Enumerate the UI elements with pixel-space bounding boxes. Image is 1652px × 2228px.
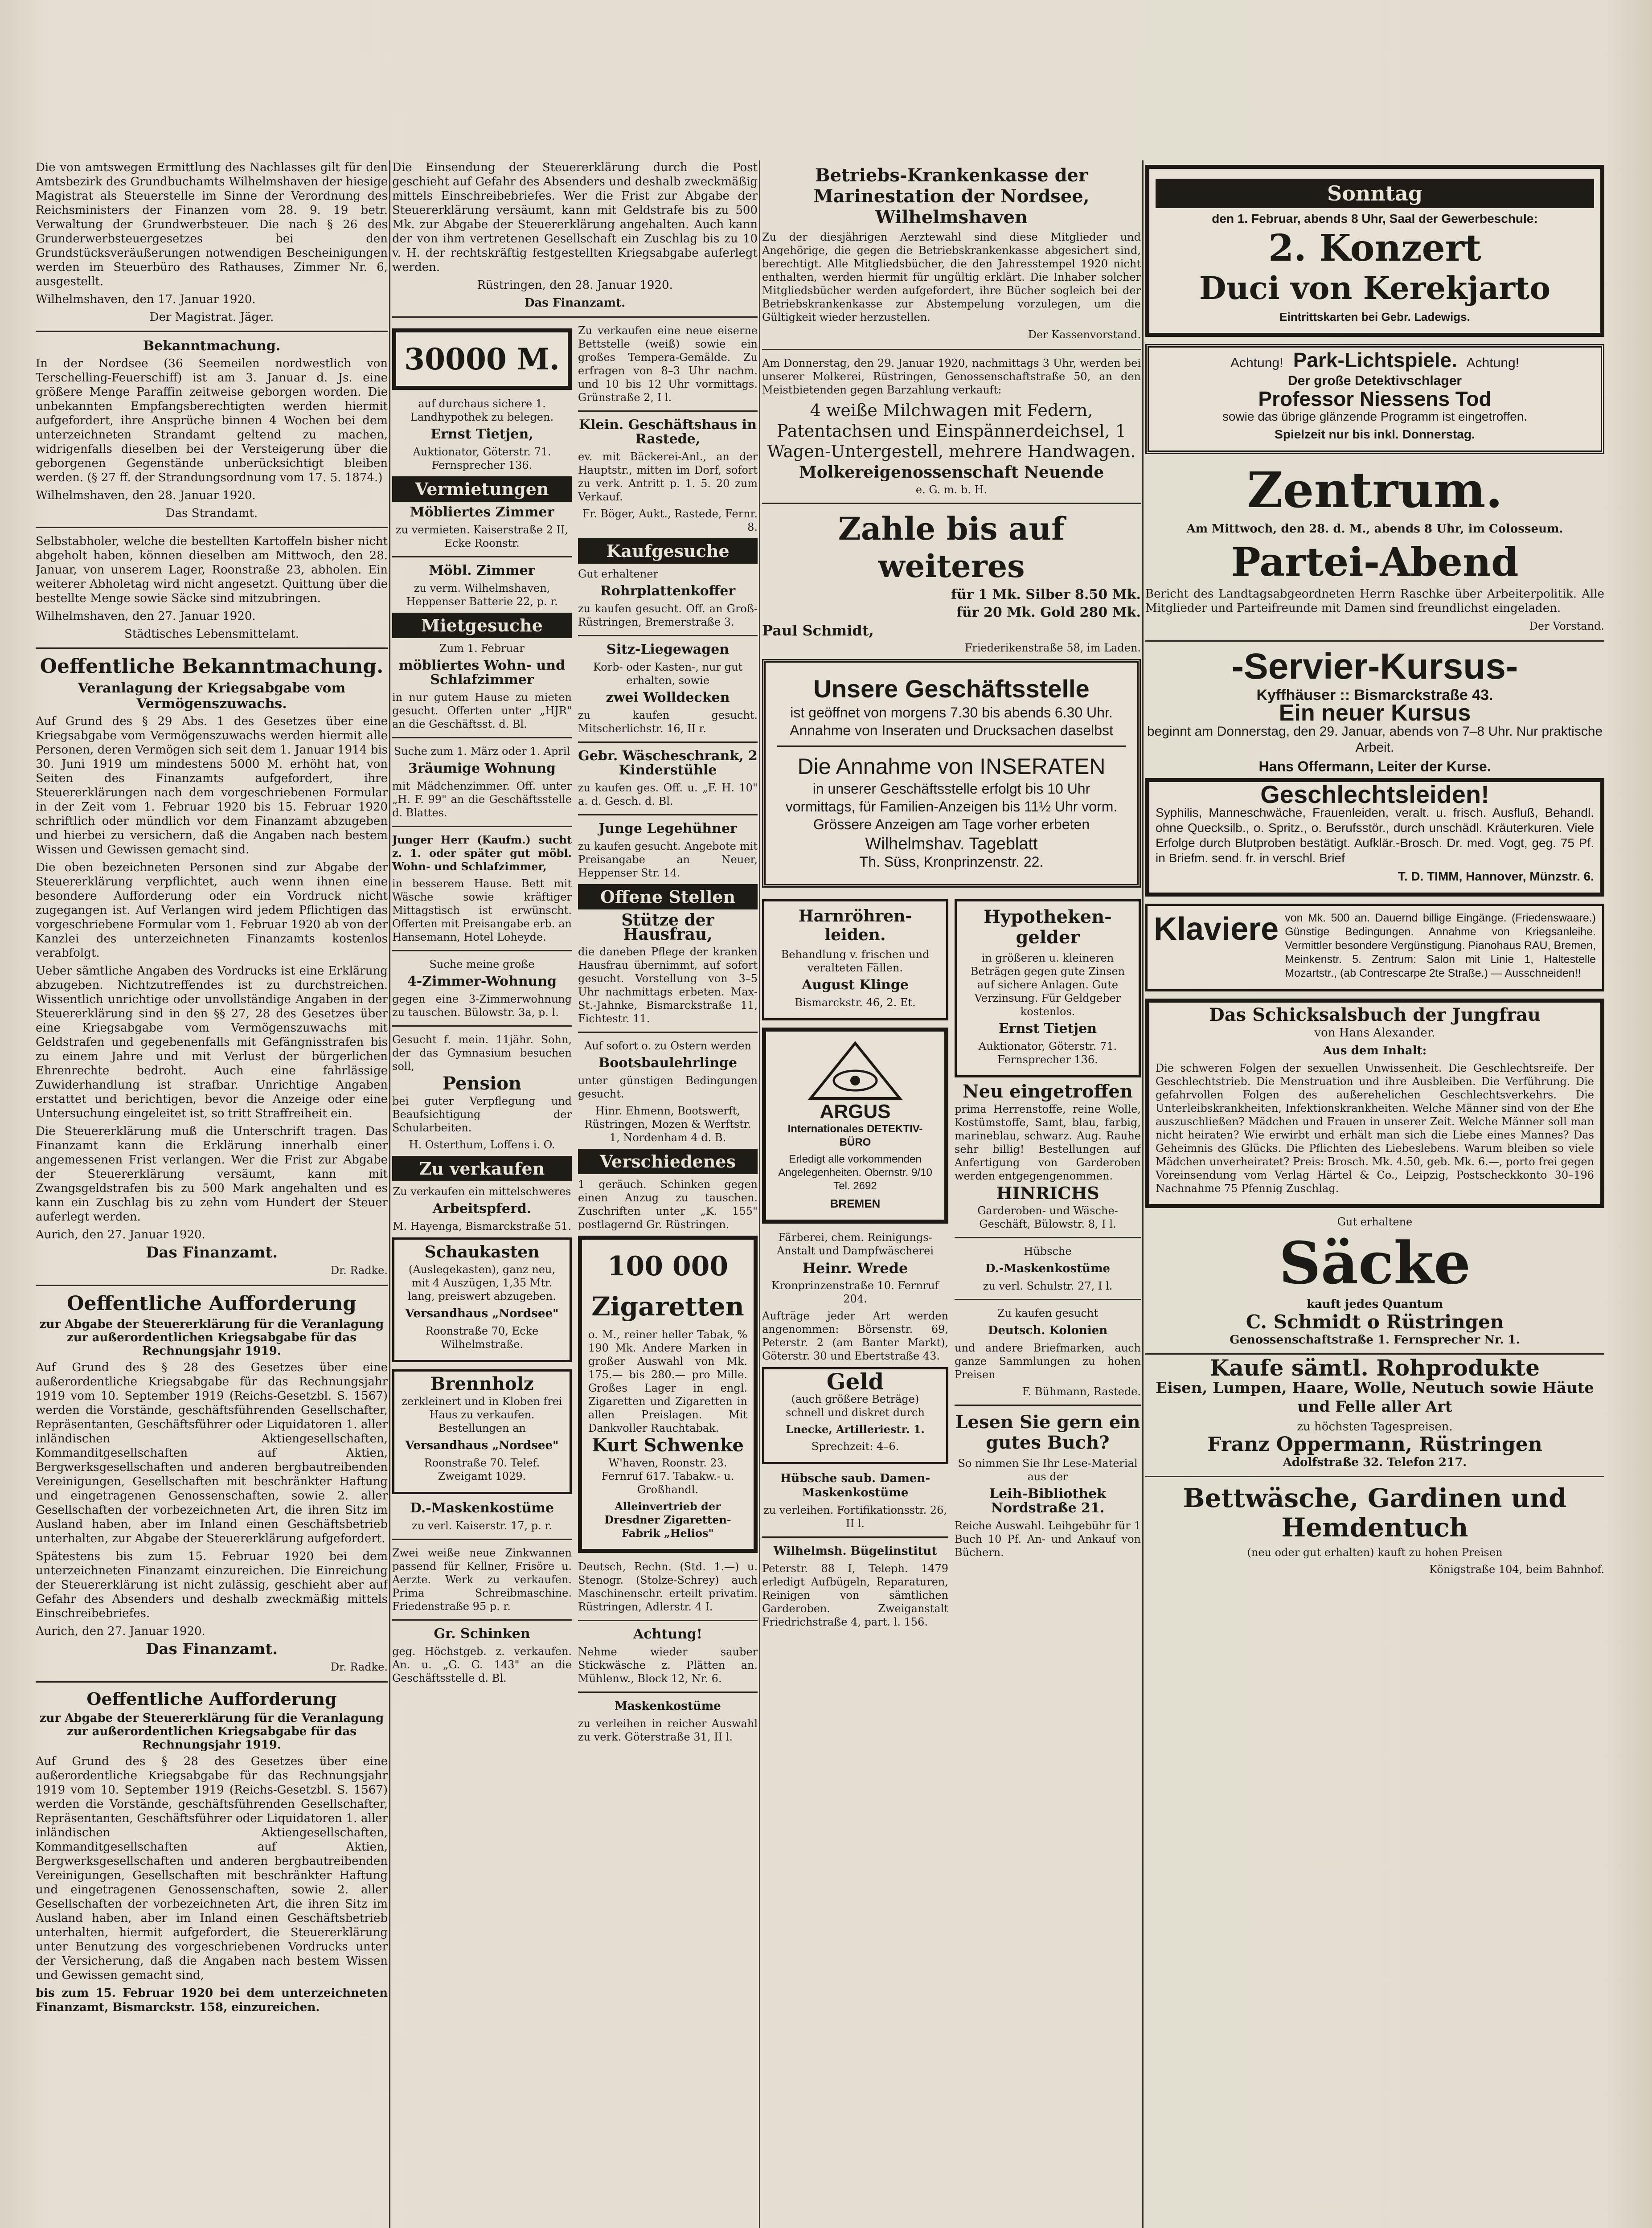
ad-schicksalsbuch bbox=[1145, 999, 1604, 1208]
ad-signature: Der Vorstand. bbox=[1529, 620, 1604, 632]
ad-name: Molkereigenossenschaft Neuende bbox=[799, 463, 1104, 482]
ad-text: Am Donnerstag, den 29. Januar 1920, nachmittags 3 Uhr, werden bei unserer Molkerei, Rüstringen, Genossenschaftstraße 50, an den Meistbietenden gegen Barzahlung verkauft: bbox=[762, 357, 1141, 396]
ad-title: Deutsch. Kolonien bbox=[988, 1324, 1108, 1337]
classified-subcolumn bbox=[578, 324, 758, 1747]
divider bbox=[955, 1237, 1141, 1238]
ad-title: Gr. Schinken bbox=[434, 1626, 530, 1642]
divider bbox=[578, 741, 758, 743]
ad-name: Franz Oppermann, Rüstringen bbox=[1207, 1433, 1542, 1456]
column-rule bbox=[759, 160, 760, 2228]
ad-address: Kyffhäuser :: Bismarckstraße 43. bbox=[1256, 687, 1493, 704]
ad-address: Genossenschaftstraße 1. Fernsprecher Nr. 1. bbox=[1230, 1333, 1520, 1347]
ad-text: zu verl. Schulstr. 27, I l. bbox=[983, 1280, 1113, 1292]
ad-name: H. Osterthum, Loffens i. O. bbox=[409, 1139, 555, 1151]
ad-address: Friederikenstraße 58, im Laden. bbox=[964, 642, 1141, 654]
notice-signature: Das Finanzamt. bbox=[146, 1244, 278, 1261]
classified-subcolumn bbox=[762, 895, 948, 1632]
ad-text: zu verl. Kaiserstr. 17, p. r. bbox=[412, 1519, 552, 1532]
ad-suffix: Achtung! bbox=[1466, 356, 1519, 370]
ad-text: zu verleihen. Fortifikationsstr. 26, II l. bbox=[763, 1504, 947, 1530]
ad-text: unter günstigen Bedingungen gesucht. bbox=[578, 1074, 758, 1100]
ad-text: Reiche Auswahl. Leihgebühr für 1 Buch 10 Pf. An- und Ankauf von Büchern. bbox=[955, 1519, 1141, 1559]
ad-title: Junge Legehühner bbox=[598, 821, 737, 836]
divider bbox=[578, 410, 758, 412]
ad-title: Betriebs-Krankenkasse der Marinestation der Nordsee, Wilhelmshaven bbox=[813, 165, 1090, 228]
ad-title: ARGUS bbox=[820, 1101, 891, 1122]
notice-signature: Dr. Radke. bbox=[330, 1661, 388, 1673]
ad-title: Zahle bis auf weiteres bbox=[838, 510, 1065, 585]
notice-subtitle: Veranlagung der Kriegsabgabe vom Vermögenszuwachs. bbox=[78, 680, 346, 712]
ad-title: Achtung! bbox=[633, 1626, 702, 1642]
column-events bbox=[1145, 160, 1604, 2228]
ad-day: Sonntag bbox=[1156, 179, 1594, 208]
ad-title: 2. Konzert bbox=[1268, 227, 1481, 270]
ad-text: Peterstr. 88 I, Teleph. 1479 erledigt Aufbügeln, Reparaturen, Reinigen von sämtlichen Garderoben. Zweiganstalt Friedrichstraße 4, part. l. 156. bbox=[762, 1562, 948, 1628]
ad-title: Harnröhren-leiden. bbox=[798, 907, 912, 944]
ad-argus bbox=[762, 1028, 948, 1224]
ad-text: (Auslegekasten), ganz neu, mit 4 Auszügen, 1,35 Mtr. lang, preiswert abzugeben. bbox=[408, 1263, 556, 1302]
ad-text: zu kaufen gesucht. Off. an Groß-Rüstringen, Bremerstraße 3. bbox=[578, 602, 758, 628]
ad-address: Kronprinzenstraße 10. Fernruf 204. bbox=[771, 1279, 939, 1305]
ad-text: Nehme wieder sauber Stickwäsche z. Plätten an. Mühlenw., Block 12, Nr. 6. bbox=[578, 1646, 758, 1685]
ad-park-lichtspiele bbox=[1145, 344, 1604, 454]
ad-title: 4-Zimmer-Wohnung bbox=[407, 974, 557, 989]
ad-title: 4 weiße Milchwagen mit Federn, Patentachsen und Einspännerdeichsel, 1 Wagen-Untergestell, mehrere Handwagen. bbox=[767, 401, 1136, 461]
column-official-notices bbox=[36, 160, 388, 2228]
ad-text: (auch größere Beträge) schnell und diskret durch bbox=[786, 1393, 925, 1419]
column-advertisements bbox=[762, 160, 1141, 2228]
ad-text: Zu verkaufen eine neue eiserne Bettstelle (weiß) sowie ein großes Tempera-Gemälde. Zu erfragen von 8–3 Uhr nachm. und 10 bis 12 Uhr vormittags. Grünstraße 2, I l. bbox=[578, 324, 758, 404]
ad-title: Unsere Geschäftsstelle bbox=[813, 675, 1090, 703]
ad-text bbox=[1155, 348, 1595, 372]
ad-title: Geld bbox=[826, 1368, 884, 1395]
ad-title: Geschlechtsleiden! bbox=[1260, 780, 1489, 808]
ad-text: in unserer Geschäftsstelle erfolgt bis 10 Uhr vormittags, für Familien-Anzeigen bis 11½ Uhr vorm. Grössere Anzeigen am Tage vorher erbeten bbox=[785, 781, 1118, 832]
ad-text: Alleinvertrieb der Dresdner Zigaretten-Fabrik „Helios" bbox=[604, 1500, 731, 1540]
ad-text: Gut erhaltene bbox=[1337, 1216, 1413, 1228]
ad-text: zu kaufen gesucht. Mitscherlichstr. 16, II r. bbox=[578, 709, 758, 735]
ad-film: Professor Niessens Tod bbox=[1258, 387, 1492, 410]
ad-text: Garderoben- und Wäsche-Geschäft, Bülowstr. 8, I l. bbox=[977, 1204, 1118, 1230]
ad-text: zu vermieten. Kaiserstraße 2 II, Ecke Roonstr. bbox=[395, 524, 569, 549]
ad-text: o. M., reiner heller Tabak, % 190 Mk. Andere Marken in großer Auswahl von Mk. 175.— bis 280.— pro Mille. Großes Lager in engl. Zigaretten und Zigaretten in allen Preislagen. Mit Dankvoller Rauchtabak. bbox=[588, 1328, 747, 1434]
ad-text: gegen eine 3-Zimmerwohnung zu tauschen. Bülowstr. 3a, p. l. bbox=[392, 993, 572, 1019]
ad-text: die daneben Pflege der kranken Hausfrau übernimmt, auf sofort gesucht. Vorstellung von 3–5 Uhr nachmittags erbeten. Max-St.-Jahnke, Bismarckstraße 11, Fichtestr. 11. bbox=[578, 946, 758, 1025]
divider bbox=[392, 1539, 572, 1540]
ad-30000 bbox=[392, 328, 572, 390]
ad-name: Kurt Schwenke bbox=[592, 1435, 744, 1456]
ad-text: Aufträge jeder Art werden angenommen: Börsenstr. 69, Peterstr. 2 (am Banter Markt), Göterstr. 30 und Ebertstraße 43. bbox=[762, 1310, 948, 1362]
eye-pyramid-icon bbox=[806, 1040, 904, 1102]
ad-text: Deutsch, Rechn. (Std. 1.—) u. Stenogr. (Stolze-Schrey) auch Maschinenschr. erteilt privatim. Rüstringen, Adlerstr. 4 I. bbox=[578, 1560, 758, 1613]
notice-signature: Das Finanzamt. bbox=[146, 1640, 278, 1658]
ad-harnroehren bbox=[762, 899, 948, 1020]
ad-title: Neu eingetroffen bbox=[963, 1081, 1133, 1102]
ad-title: Brennholz bbox=[430, 1373, 534, 1394]
ad-text: Zum 1. Februar bbox=[439, 642, 525, 655]
ad-title: Arbeitspferd. bbox=[432, 1201, 532, 1216]
ad-text: zu verm. Wilhelmshaven, Heppenser Batterie 22, p. r. bbox=[406, 582, 558, 608]
ad-address: Roonstraße 70, Ecke Wilhelmstraße. bbox=[425, 1325, 539, 1351]
notice-text: Ueber sämtliche Angaben des Vordrucks ist eine Erklärung abzugeben. Nichtzutreffendes ist zu durchstreichen. Wissentlich unrichtige oder unvollständige Angaben in der Steuererklärung sind in den §§ 27, 28 des Gesetzes über eine Kriegsabgabe vom Vermögenszuwachs mit Geldstrafen und gegebenenfalls mit Gefängnisstrafen bis zu einem Jahre und mit Verlust der bürgerlichen Ehrenrechte bedroht. Auch eine fahrlässige Zuwiderhandlung ist strafbar. Unrichtige Angaben erstattet und berichtigen, bevor die Anzeige oder eine Untersuchung eingeleitet ist, so tritt Straffreiheit ein. bbox=[36, 964, 388, 1120]
ad-text: Bericht des Landtagsabgeordneten Herrn Raschke über Arbeiterpolitik. Alle Mitglieder und Parteifreunde mit Damen sind freundlichst eingeladen. bbox=[1145, 587, 1604, 615]
ad-amount: 30000 M. bbox=[404, 342, 560, 377]
ad-zigaretten bbox=[578, 1236, 758, 1553]
ad-text: in besserem Hause. Bett mit Wäsche sowie kräftiger Mittagstisch ist erwünscht. Offerten mit Preisangabe erb. an Hansemann, Hotel Loheyde. bbox=[392, 877, 572, 943]
ad-text: Eintrittskarten bei Gebr. Ladewigs. bbox=[1279, 310, 1470, 324]
notice-text: Spätestens bis zum 15. Februar 1920 bei dem unterzeichneten Finanzamt einzureichen. Die Einreichung der Steuererklärung ist nicht zulässig, geschieht aber auf Gefahr des Absenders und deshalb zweckmäßig mittels Einschreibebriefes. bbox=[36, 1550, 388, 1620]
ad-text: bei guter Verpflegung und Beaufsichtigung der Schularbeiten. bbox=[392, 1095, 572, 1134]
ad-title: Kaufe sämtl. Rohprodukte bbox=[1209, 1355, 1540, 1381]
ad-title: Bettwäsche, Gardinen und Hemdentuch bbox=[1183, 1483, 1567, 1543]
notice-signature: Aurich, den 27. Januar 1920. bbox=[36, 1228, 205, 1241]
ad-name: Ernst Tietjen, bbox=[430, 426, 533, 442]
ad-title: Sitz-Liegewagen bbox=[606, 642, 730, 657]
ad-address: Auktionator, Göterstr. 71. Fernsprecher 136. bbox=[413, 446, 551, 471]
ad-name: Ernst Tietjen bbox=[998, 1021, 1097, 1036]
ad-title: D.-Maskenkostüme bbox=[410, 1500, 554, 1516]
divider bbox=[36, 331, 388, 332]
ad-text: Junger Herr (Kaufm.) sucht z. 1. oder später gut möbl. Wohn- und Schlafzimmer, bbox=[392, 833, 572, 873]
ad-text: (neu oder gut erhalten) kauft zu hohen Preisen bbox=[1247, 1546, 1503, 1559]
ad-title: 3räumige Wohnung bbox=[408, 761, 556, 776]
ad-subtitle: Der große Detektivschlager bbox=[1287, 373, 1462, 388]
ad-text: ist geöffnet von morgens 7.30 bis abends 6.30 Uhr. Annahme von Inseraten und Drucksachen daselbst bbox=[790, 704, 1113, 738]
divider bbox=[392, 1025, 572, 1027]
ad-text: Zwei weiße neue Zinkwannen passend für Kellner, Frisöre u. Aerzte. Werk zu verkaufen. Prima Schreibmaschine. Friedenstraße 95 p. r. bbox=[392, 1547, 572, 1613]
notice-title: Oeffentliche Aufforderung bbox=[86, 1689, 337, 1709]
notice-text: Die Einsendung der Steuererklärung durch die Post geschieht auf Gefahr des Absenders und deshalb zweckmäßig mittels Einschreibebriefes. Wer die Frist zur Abgabe der Steuererklärung versäumt, kann mit Geldstrafe bis zu 500 Mk. zur Abgabe der Steuererklärung angehalten. Auch kann der von ihm vertretenen Gesellschaft ein Zuschlag bis zu 10 v. H. der rechtskräftig festgestellten Kriegsabgabe auferlegt werden. bbox=[392, 161, 758, 274]
notice-text: Auf Grund des § 28 des Gesetzes über eine außerordentliche Kriegsabgabe für das Rechnungsjahr 1919 vom 10. September 1919 (Reichs-Gesetzbl. S. 1567) werden die Vorstände, geschäftsführenden Gesellschafter, Repräsentanten, Geschäftsführer oder Liquidatoren 1. aller inländischen Aktiengesellschaften, Kommanditgesellschaften auf Aktien, Bergwerksgesellschaften und anderen bergbautreibenden Vereinigungen, Gesellschaften mit beschränkter Haftung und eingetragenen Genossenschaften, sowie 2. aller Gesellschaften der vorbezeichneten Art, die ihren Sitz im Ausland haben, aber im Inland einen Geschäftsbetrieb unterhalten, zur Abgabe der Steuererklärung aufgefordert. bbox=[36, 1361, 388, 1545]
notice-signature: Wilhelmshaven, den 28. Januar 1920. bbox=[36, 489, 256, 502]
ad-title: Die Annahme von INSERATEN bbox=[797, 754, 1106, 779]
ad-text: zerkleinert und in Kloben frei Haus zu verkaufen. Bestellungen an bbox=[402, 1395, 562, 1434]
ad-title: -Servier-Kursus- bbox=[1231, 646, 1518, 687]
ad-title: Bootsbaulehrlinge bbox=[598, 1055, 738, 1071]
section-header-zu-verkaufen: Zu verkaufen bbox=[392, 1156, 572, 1181]
classified-subcolumn bbox=[955, 895, 1141, 1632]
ad-text: prima Herrenstoffe, reine Wolle, Kostümstoffe, Samt, blau, farbig, marineblau, schwarz. Aug. Rauhe sehr billig! Bestellungen auf Anfertigung von Garderoben werden entgegengenommen. bbox=[955, 1103, 1141, 1182]
ad-name: Lnecke, Artilleriestr. 1. bbox=[786, 1423, 925, 1436]
ad-name: Leih-Bibliothek Nordstraße 21. bbox=[989, 1486, 1106, 1516]
ad-text: Die schweren Folgen der sexuellen Unwissenheit. Die Geschlechtsreife. Der Geschlechtstrieb. Die Menstruation und ihre Ausbleiben. Die Verführung. Die gefahrvollen Folgen des außerehelichen Geschlechtsverkehrs. Die Unterleibskrankheiten, Infektionskrankheiten. Welche Männer sind von der Ehe auszuschließen? Mädchen und Frauen in unserer Zeit. Welche Männer soll man nicht heiraten? Wie erwirbt und erhält man sich die Liebe eines Mannes? Das Geheimnis des Glücks. Die Pflichten des Liebeslebens. Warum bleiben so viele Mädchen unverheiratet? Preis: Brosch. Mk. 4.50, geb. Mk. 6.—, porto frei gegen Voreinsendung vom Verlag Härtel & Co., Leipzig, Postscheckkonto 30–196 Nachnahme 75 Pfennig Zuschlag. bbox=[1156, 1062, 1594, 1195]
divider bbox=[392, 1619, 572, 1621]
ad-name: F. Bühmann, Rastede. bbox=[1022, 1385, 1141, 1398]
ad-title: Pension bbox=[442, 1073, 521, 1094]
ad-text: Zu der diesjährigen Aerztewahl sind diese Mitglieder und Angehörige, die gegen die Betriebskrankenkasse abgesichert sind, berechtigt. Alle Mitgliedsbücher, die den Jahresstempel 1920 nicht enthalten, werden hiermit für ungültig erklärt. Die Inhaber solcher Mitgliedsbücher werden aufgefordert, ihre Bücher sogleich bei der Betriebskrankenkasse zur Abstempelung vorzulegen, um die Gültigkeit wieder herzustellen. bbox=[762, 231, 1141, 324]
divider bbox=[36, 1681, 388, 1683]
ad-subtitle: Aus dem Inhalt: bbox=[1323, 1044, 1427, 1057]
divider bbox=[392, 950, 572, 951]
ad-brennholz bbox=[392, 1369, 572, 1494]
divider bbox=[955, 1299, 1141, 1300]
notice-signature: Rüstringen, den 28. Januar 1920. bbox=[477, 278, 673, 292]
divider bbox=[36, 647, 388, 649]
ad-text: Korb- oder Kasten-, nur gut erhalten, sowie bbox=[593, 661, 743, 687]
divider bbox=[762, 503, 1141, 504]
ad-name: C. Schmidt o Rüstringen bbox=[1246, 1311, 1504, 1333]
ad-amount: 100 000 bbox=[607, 1251, 729, 1282]
ad-text: Syphilis, Manneschwäche, Frauenleiden, veralt. u. frisch. Ausfluß, Behandl. ohne Quecksilb., o. Spritz., o. Berufsstör., durch unschädl. Kräuterkuren. Viele Erfolge durch Blutproben bestätigt. Aufklär.-Brosch. Dr. med. Vogt, geg. 75 Pf. in Briefm. send. fr. in verschl. Brief bbox=[1156, 806, 1594, 865]
notice-subtitle: zur Abgabe der Steuererklärung für die Veranlagung zur außerordentlichen Kriegsabgabe für das Rechnungsjahr 1919. bbox=[39, 1318, 384, 1358]
ad-prefix: Achtung! bbox=[1230, 356, 1283, 370]
ad-text: mit Mädchenzimmer. Off. unter „H. F. 99" an die Geschäftsstelle d. Blattes. bbox=[392, 780, 572, 819]
notice-signature: Wilhelmshaven, den 17. Januar 1920. bbox=[36, 293, 256, 306]
divider bbox=[578, 1691, 758, 1693]
notice-signature: Städtisches Lebensmittelamt. bbox=[124, 627, 299, 641]
ad-klaviere bbox=[1145, 904, 1604, 991]
ad-text: zu verleihen in reicher Auswahl zu verk. Göterstraße 31, II l. bbox=[578, 1717, 758, 1743]
classified-grid bbox=[762, 895, 1141, 1632]
notice-text: Auf Grund des § 28 des Gesetzes über eine außerordentliche Kriegsabgabe für das Rechnungsjahr 1919 vom 10. September 1919 (Reichs-Gesetzbl. S. 1567) werden die Vorstände, geschäftsführenden Gesellschafter, Repräsentanten, Geschäftsführer oder Liquidatoren 1. aller inländischen Aktiengesellschaften, Kommanditgesellschaften auf Aktien, Bergwerksgesellschaften und anderen bergbautreibenden Vereinigungen, Gesellschaften mit beschränkter Haftung und eingetragenen Genossenschaften, sowie 2. aller Gesellschaften der vorbezeichneten Art, die ihren Sitz im Ausland haben, aber im Inland einen Geschäftsbetrieb unterhalten, hiermit aufgefordert, die Steuererklärung unter Benutzung des vorgeschriebenen Vordrucks unter der Versicherung, daß die Angaben nach bestem Wissen und Gewissen gemacht sind, bbox=[36, 1755, 388, 1982]
ad-sonntag-konzert bbox=[1145, 165, 1604, 337]
ad-text: kauft jedes Quantum bbox=[1306, 1298, 1443, 1311]
notice-text: Die oben bezeichneten Personen sind zur Abgabe der Steuererklärung verpflichtet, auch wenn ihnen eine besondere Aufforderung oder ein Vordruck nicht zugegangen ist. Auf Verlangen wird jedem Pflichtigen das vorgeschriebene Formular vom 1. Februar 1920 ab von der Kanzlei des unterzeichneten Finanzamts kostenlos verabfolgt. bbox=[36, 861, 388, 960]
ad-text: den 1. Februar, abends 8 Uhr, Saal der Gewerbeschule: bbox=[1212, 212, 1538, 225]
ad-name: M. Hayenga, Bismarckstraße 51. bbox=[392, 1220, 572, 1233]
ad-name: Fr. Böger, Aukt., Rastede, Fernr. 8. bbox=[582, 508, 758, 533]
ad-name: Duci von Kerekjarto bbox=[1199, 270, 1551, 307]
ad-title: Klaviere bbox=[1154, 911, 1279, 947]
section-header-mietgesuche: Mietgesuche bbox=[392, 613, 572, 638]
ad-title: Hübsche saub. Damen-Maskenkostüme bbox=[780, 1472, 931, 1499]
ad-address: Adolfstraße 32. Telefon 217. bbox=[1283, 1456, 1467, 1469]
ad-title: Park-Lichtspiele. bbox=[1293, 348, 1457, 372]
ad-title: Möbliertes Zimmer bbox=[410, 504, 554, 520]
ad-title: Hypotheken-gelder bbox=[984, 906, 1112, 948]
ad-text: Zu kaufen gesucht bbox=[997, 1307, 1099, 1319]
ad-text: zu höchsten Tagespreisen. bbox=[1297, 1420, 1453, 1433]
ad-title: Klein. Geschäftshaus in Rastede, bbox=[578, 417, 757, 447]
ad-subtitle: Internationales DETEKTIV-BÜRO bbox=[787, 1123, 923, 1148]
ad-text: Sprechzeit: 4–6. bbox=[811, 1440, 899, 1453]
notice-grundstueck-text: Die von amtswegen Ermittlung des Nachlasses gilt für den Amtsbezirk des Grundbuchamts Wilhelmshaven der hiesige Magistrat als Steuerstelle im Sinne der Verordnung des Reichsministers der Finanzen vom 28. 9. 19 betr. Verwaltung der Grundwerbsteuer. Die nach § 26 des Grunderwerbsteuergesetzes bei den Grundstücksveräußerungen notwendigen Bescheinigungen werden im Steuerbüro des Rathauses, Zimmer Nr. 6, ausgestellt. bbox=[36, 161, 388, 288]
ad-name: Paul Schmidt, bbox=[762, 622, 874, 639]
ad-text: auf durchaus sichere 1. Landhypothek zu belegen. bbox=[410, 397, 554, 423]
divider bbox=[955, 1405, 1141, 1406]
notice-text: Die Steuererklärung muß die Unterschrift tragen. Das Finanzamt kann die Erklärung innerhalb einer angemessenen Frist verlangen. Wer die Frist zur Abgabe der Steuererklärung versäumt, kann mit Zwangsgeldstrafen bis zu 500 Mark angehalten und es kann ein Zuschlag bis zu zehn vom Hundert der Steuer auferlegt werden. bbox=[36, 1125, 388, 1224]
classified-grid bbox=[392, 324, 758, 1747]
ad-text: Spielzeit nur bis inkl. Donnerstag. bbox=[1275, 427, 1475, 441]
ad-title: Wilhelmsh. Bügelinstitut bbox=[773, 1544, 937, 1558]
ad-address: Bismarckstr. 46, 2. Et. bbox=[795, 996, 916, 1009]
ad-address: Roonstraße 70. Telef. Zweigamt 1029. bbox=[424, 1457, 540, 1483]
notice-signature: Aurich, den 27. Januar 1920. bbox=[36, 1625, 205, 1638]
divider bbox=[392, 556, 572, 557]
ad-signature: Hans Offermann, Leiter der Kurse. bbox=[1258, 758, 1491, 774]
ad-name: August Klinge bbox=[802, 977, 909, 993]
ad-text: Am Mittwoch, den 28. d. M., abends 8 Uhr, im Colosseum. bbox=[1186, 522, 1563, 536]
ad-author: von Hans Alexander. bbox=[1314, 1026, 1435, 1040]
ad-title: Lesen Sie gern ein gutes Buch? bbox=[955, 1412, 1140, 1453]
ad-text: Gesucht f. mein. 11jähr. Sohn, der das Gymnasium besuchen soll, bbox=[392, 1033, 572, 1073]
divider bbox=[578, 1032, 758, 1033]
ad-signature: T. D. TIMM, Hannover, Münzstr. 6. bbox=[1398, 869, 1594, 883]
divider bbox=[1145, 1476, 1604, 1477]
divider bbox=[36, 527, 388, 528]
ad-subtitle: Ein neuer Kursus bbox=[1279, 700, 1471, 726]
ad-schaukasten bbox=[392, 1237, 572, 1362]
ad-name: HINRICHS bbox=[996, 1183, 1099, 1203]
ad-name: Versandhaus „Nordsee" bbox=[405, 1439, 559, 1452]
ad-geschaeftsstelle bbox=[762, 659, 1141, 888]
ad-title: Partei-Abend bbox=[1231, 539, 1519, 585]
ad-name: Hinr. Ehmenn, Bootswerft, Rüstringen, Mozen & Werftstr. 1, Nordenham 4 d. B. bbox=[584, 1105, 751, 1144]
ad-title: möbliertes Wohn- und Schlafzimmer bbox=[398, 658, 566, 688]
ad-text: Eisen, Lumpen, Haare, Wolle, Neutuch sowie Häute und Felle aller Art bbox=[1156, 1379, 1594, 1416]
ad-text: Zu verkaufen ein mittelschweres bbox=[393, 1185, 571, 1198]
ad-text: und andere Briefmarken, auch ganze Sammlungen zu hohen Preisen bbox=[955, 1342, 1141, 1381]
ad-address: BREMEN bbox=[830, 1197, 881, 1210]
ad-text: 1 geräuch. Schinken gegen einen Anzug zu tauschen. Zuschriften unter „K. 155" postlagernd Gr. Rüstringen. bbox=[578, 1178, 758, 1231]
notice-title: Oeffentliche Bekanntmachung. bbox=[40, 655, 384, 678]
ad-text: für 20 Mk. Gold 280 Mk. bbox=[956, 605, 1141, 620]
ad-address: W'haven, Roonstr. 23. Fernruf 617. Tabakw.- u. Großhandl. bbox=[601, 1457, 734, 1496]
ad-text: Erledigt alle vorkommenden Angelegenheiten. Obernstr. 9/10 Tel. 2692 bbox=[778, 1153, 932, 1192]
divider bbox=[392, 737, 572, 738]
notice-text: bis zum 15. Februar 1920 bei dem unterzeichneten Finanzamt, Bismarckstr. 158, einzureichen. bbox=[36, 1986, 388, 2014]
ad-signature: Der Kassenvorstand. bbox=[1028, 328, 1141, 341]
ad-title: Zigaretten bbox=[591, 1291, 744, 1322]
ad-hypotheken bbox=[955, 899, 1141, 1077]
ad-text: beginnt am Donnerstag, den 29. Januar, abends von 7–8 Uhr. Nur praktische Arbeit. bbox=[1147, 724, 1603, 755]
divider bbox=[777, 745, 1126, 747]
notice-signature: Das Strandamt. bbox=[165, 507, 258, 520]
ad-text: in größeren u. kleineren Beträgen gegen gute Zinsen auf sichere Anlagen. Gute Verzinsung. Für Geldgeber kostenlos. bbox=[970, 952, 1125, 1018]
ad-text: Färberei, chem. Reinigungs-Anstalt und Dampfwäscherei bbox=[776, 1231, 934, 1257]
divider bbox=[392, 826, 572, 827]
ad-text: Gut erhaltener bbox=[578, 568, 658, 580]
ad-text: von Mk. 500 an. Dauernd billige Eingänge. (Friedenswaare.) Günstige Bedingungen. Annahme von Kriegsanleihe. Vermittler besondere Vergünstigung. Pianohaus RAU, Bremen, Meinkenstr. 5. Zentrum: Salon mit Linie 1, Haltestelle Mozartstr., (ab Contrescarpe 2te Straße.) — Ausschneiden!! bbox=[1285, 912, 1596, 979]
divider bbox=[762, 349, 1141, 350]
ad-text: ev. mit Bäckerei-Anl., an der Hauptstr., mitten im Dorf, sofort zu verk. Antritt p. 1. 5. 20 zum Verkauf. bbox=[578, 451, 758, 503]
ad-title: Gebr. Wäscheschrank, 2 Kinderstühle bbox=[578, 748, 758, 778]
section-header-kaufgesuche: Kaufgesuche bbox=[578, 538, 758, 564]
divider bbox=[1145, 640, 1604, 642]
ad-title-zentrum: Zentrum. bbox=[1247, 461, 1503, 519]
section-header-verschiedenes: Verschiedenes bbox=[578, 1149, 758, 1174]
column-rule bbox=[389, 160, 390, 2228]
ad-address: Auktionator, Göterstr. 71. Fernsprecher 136. bbox=[978, 1040, 1117, 1066]
divider bbox=[762, 1536, 948, 1538]
ad-geschlechtsleiden bbox=[1145, 778, 1604, 897]
ad-text: Suche zum 1. März oder 1. April bbox=[394, 745, 570, 758]
divider bbox=[392, 316, 758, 318]
ad-text: in nur gutem Hause zu mieten gesucht. Offerten unter „HJR" an die Geschäftsst. d. Bl. bbox=[392, 691, 572, 730]
ad-text: sowie das übrige glänzende Programm ist eingetroffen. bbox=[1222, 410, 1528, 423]
divider bbox=[578, 814, 758, 815]
ad-geld bbox=[762, 1367, 948, 1464]
ad-text: So nimmen Sie Ihr Lese-Material aus der bbox=[958, 1457, 1138, 1483]
ad-text: Hübsche bbox=[1024, 1245, 1072, 1257]
section-header-offene-stellen: Offene Stellen bbox=[578, 884, 758, 909]
notice-signature: Dr. Radke. bbox=[330, 1264, 388, 1277]
ad-name: Heinr. Wrede bbox=[802, 1260, 908, 1277]
column-classifieds bbox=[392, 160, 758, 2228]
divider bbox=[578, 635, 758, 636]
notice-text: Auf Grund des § 29 Abs. 1 des Gesetzes über eine Kriegsabgabe vom Vermögenszuwachs werden hiermit alle Personen, deren Vermögen sich seit dem 1. Januar 1914 bis 30. Juni 1919 um mindestens 5000 M. erhöht hat, von Seiten des Finanzamts aufgefordert, ihre Steuererklärungen nach dem vorgeschriebenen Formular in der Zeit vom 1. Februar 1920 bis 15. Februar 1920 schriftlich oder mündlich vor dem Finanzamt abzugeben und hierbei zu versichern, daß die Angaben nach bestem Wissen und Gewissen gemacht sind. bbox=[36, 715, 388, 856]
classified-subcolumn bbox=[392, 324, 572, 1747]
ad-title: zwei Wolldecken bbox=[606, 690, 730, 705]
ad-title: Stütze der Hausfrau, bbox=[621, 911, 714, 944]
ad-text: Suche meine große bbox=[429, 958, 535, 971]
ad-name: e. G. m. b. H. bbox=[915, 483, 988, 496]
section-header-vermietungen: Vermietungen bbox=[392, 476, 572, 502]
notice-text: Selbstabholer, welche die bestellten Kartoffeln bisher nicht abgeholt haben, können dieselben am Mittwoch, den 28. Januar, von unserem Lager, Roonstraße 23, abholen. Ein weiterer Abholetag wird nicht angesetzt. Quittung über die bestellte Menge sowie Säcke sind mitzubringen. bbox=[36, 535, 388, 605]
divider bbox=[578, 1620, 758, 1621]
notice-title: Oeffentliche Aufforderung bbox=[67, 1292, 357, 1315]
notice-text: In der Nordsee (36 Seemeilen nordwestlich von Terschelling-Feuerschiff) ist am 3. Januar d. Js. eine größere Menge Paraffin zeitweise geborgen worden. Die unbekannten Empfangsberechtigten werden hiermit aufgefordert, ihre Ansprüche binnen 4 Wochen bei dem unterzeichneten Strandamt geltend zu machen, widrigenfalls dieselben bei der Versteigerung über die geborgenen Gegenstände unberücksichtigt bleiben werden. (§ 27 ff. der Strandungsordnung vom 17. 5. 1874.) bbox=[36, 357, 388, 484]
ad-text: Behandlung v. frischen und veralteten Fällen. bbox=[781, 948, 930, 974]
notice-subtitle: zur Abgabe der Steuererklärung für die Veranlagung zur außerordentlichen Kriegsabgabe für das Rechnungsjahr 1919. bbox=[39, 1712, 384, 1752]
column-rule bbox=[1142, 160, 1144, 2228]
ad-title: Möbl. Zimmer bbox=[429, 563, 535, 578]
ad-title: D.-Maskenkostüme bbox=[985, 1262, 1111, 1275]
divider bbox=[36, 1285, 388, 1286]
ad-name: Wilhelmshav. Tageblatt bbox=[865, 835, 1038, 853]
ad-title: Maskenkostüme bbox=[615, 1700, 721, 1713]
ad-title: Säcke bbox=[1279, 1229, 1471, 1297]
notice-signature: Wilhelmshaven, den 27. Januar 1920. bbox=[36, 610, 256, 623]
ad-text: für 1 Mk. Silber 8.50 Mk. bbox=[951, 587, 1141, 602]
ad-title: Schaukasten bbox=[424, 1243, 540, 1261]
ad-text: zu kaufen ges. Off. u. „F. H. 10" a. d. Gesch. d. Bl. bbox=[578, 782, 758, 807]
notice-title: Bekanntmachung. bbox=[143, 338, 281, 354]
ad-name: Versandhaus „Nordsee" bbox=[405, 1307, 559, 1320]
ad-text: geg. Höchstgeb. z. verkaufen. An. u. „G. G. 143" an die Geschäftsstelle d. Bl. bbox=[392, 1645, 572, 1684]
ad-text: zu kaufen gesucht. Angebote mit Preisangabe an Neuer, Heppenser Str. 14. bbox=[578, 840, 758, 879]
notice-signature: Der Magistrat. Jäger. bbox=[149, 311, 274, 324]
ad-address: Königstraße 104, beim Bahnhof. bbox=[1429, 1563, 1604, 1576]
ad-address: Th. Süss, Kronprinzenstr. 22. bbox=[859, 854, 1044, 870]
ad-title: Rohrplattenkoffer bbox=[600, 583, 736, 599]
ad-text: Auf sofort o. zu Ostern werden bbox=[584, 1040, 751, 1052]
notice-signature: Das Finanzamt. bbox=[524, 296, 626, 310]
ad-title: Das Schicksalsbuch der Jungfrau bbox=[1209, 1004, 1541, 1025]
